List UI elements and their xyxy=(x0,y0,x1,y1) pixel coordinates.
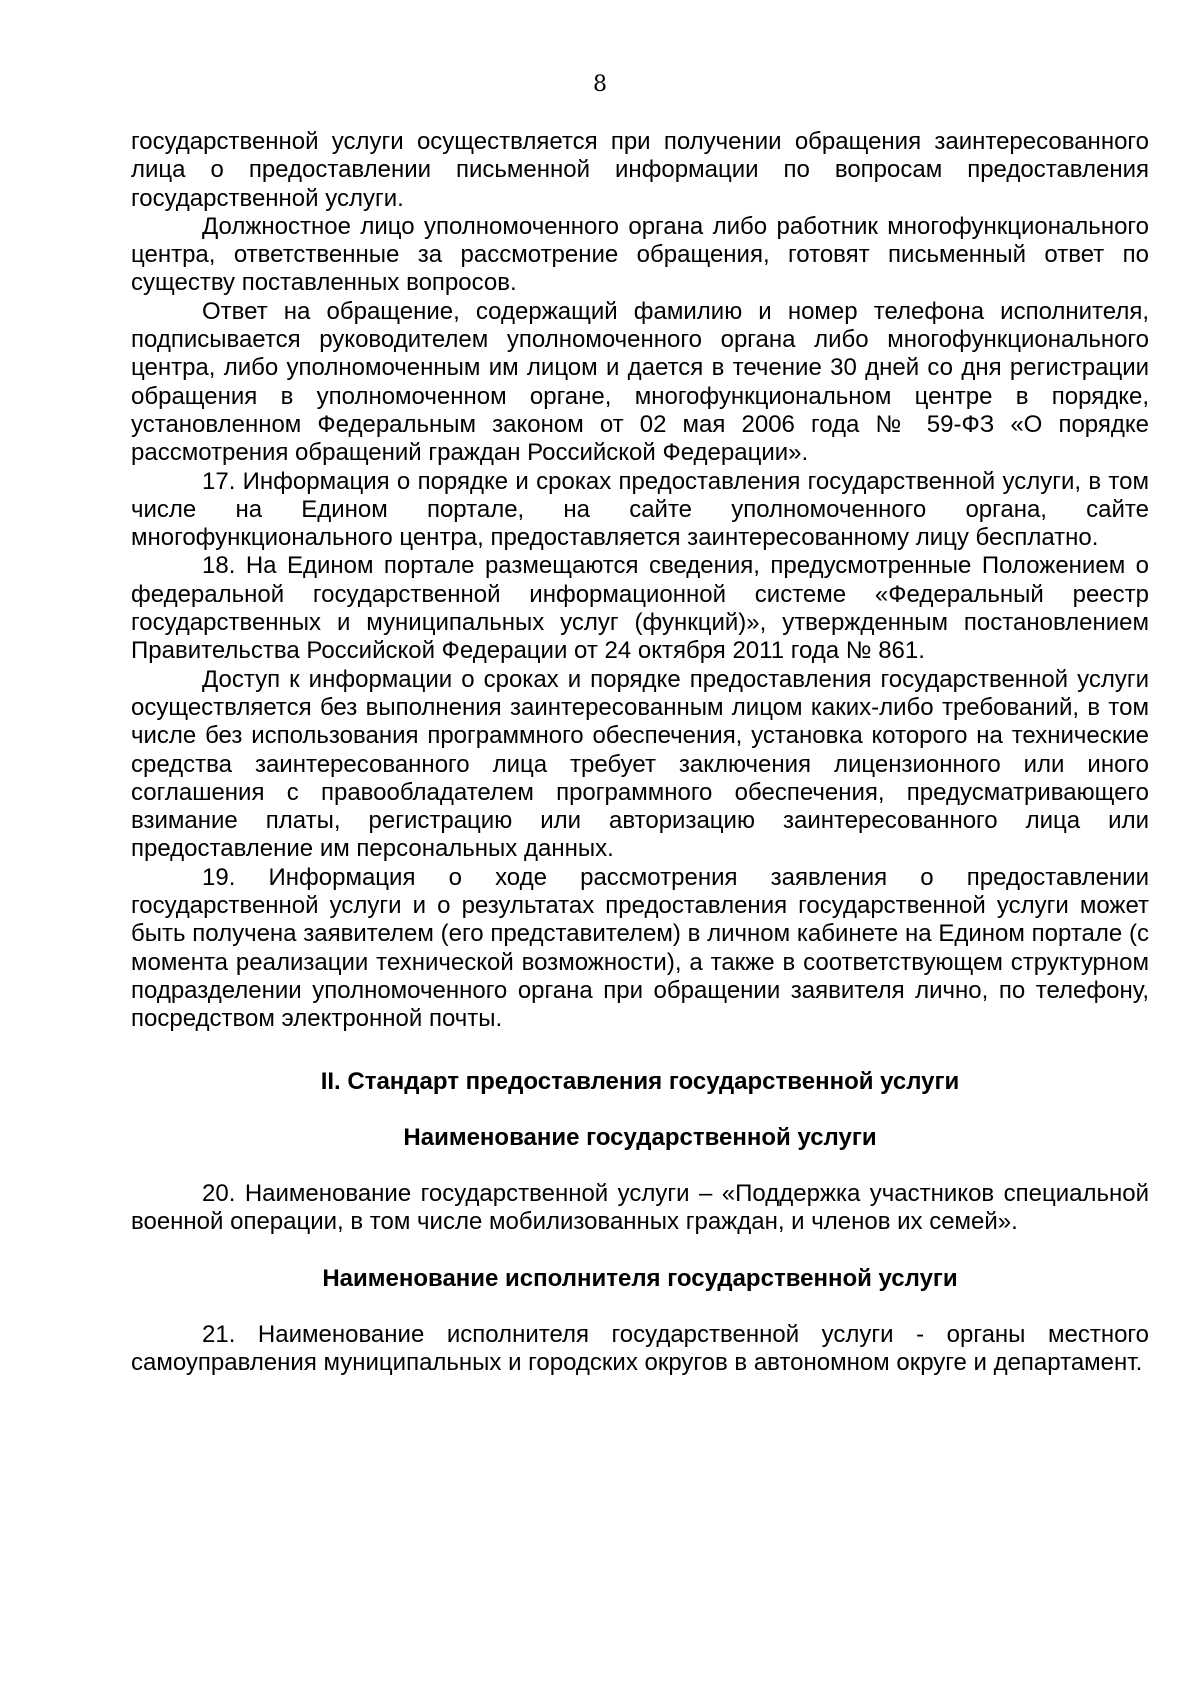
paragraph-17: 17. Информация о порядке и сроках предоставления государственной услуги, в том числе на Едином портале, на сайте уполномоченного органа, сайте многофункционального центра, предоставляется заинтересованному лицу бесплатно. xyxy=(131,467,1149,552)
paragraph-continuation: государственной услуги осуществляется при получении обращения заинтересованного лица о предоставлении письменной информации по вопросам предоставления государственной услуги. xyxy=(131,128,1149,212)
document-body xyxy=(131,128,1149,1378)
paragraph-21: 21. Наименование исполнителя государственной услуги - органы местного самоуправления муниципальных и городских округов в автономном округе и департамент. xyxy=(131,1320,1149,1377)
paragraph-19: 19. Информация о ходе рассмотрения заявления о предоставлении государственной услуги и о результатах предоставления государственной услуги может быть получена заявителем (его представителем) в личном кабинете на Едином портале (с момента реализации технической возможности), а также в соответствующем структурном подразделении уполномоченного органа при обращении заявителя лично, по телефону, посредством электронной почты. xyxy=(131,863,1149,1033)
paragraph-20: 20. Наименование государственной услуги – «Поддержка участников специальной военной операции, в том числе мобилизованных граждан, и членов их семей». xyxy=(131,1180,1149,1236)
paragraph-response-signature: Ответ на обращение, содержащий фамилию и номер телефона исполнителя, подписывается руководителем уполномоченного органа либо многофункционального центра, либо уполномоченным им лицом и дается в течение 30 дней со дня регистрации обращения в уполномоченном органе, многофункциональном центре в порядке, установленном Федеральным законом от 02 мая 2006 года № 59-ФЗ «О порядке рассмотрения обращений граждан Российской Федерации». xyxy=(131,297,1149,467)
page-number: 8 xyxy=(593,72,607,97)
paragraph-18: 18. На Едином портале размещаются сведения, предусмотренные Положением о федеральной государственной информационной системе «Федеральный реестр государственных и муниципальных услуг (функций)», утвержденным постановлением Правительства Российской Федерации от 24 октября 2011 года № 861. xyxy=(131,552,1149,665)
section-heading: II. Стандарт предоставления государственной услуги xyxy=(320,1067,960,1095)
subsection-heading-service-name: Наименование государственной услуги xyxy=(403,1123,877,1151)
paragraph-access-info: Доступ к информации о сроках и порядке предоставления государственной услуги осуществляется без выполнения заинтересованным лицом каких-либо требований, в том числе без использования программного обеспечения, установка которого на технические средства заинтересованного лица требует заключения лицензионного или иного соглашения с правообладателем программного обеспечения, предусматривающего взимание платы, регистрацию или авторизацию заинтересованного лица или предоставление им персональных данных. xyxy=(131,665,1149,863)
subsection-heading-executor-name: Наименование исполнителя государственной услуги xyxy=(322,1264,958,1292)
paragraph-official-response: Должностное лицо уполномоченного органа либо работник многофункционального центра, ответственные за рассмотрение обращения, готовят письменный ответ по существу поставленных вопросов. xyxy=(131,212,1149,297)
